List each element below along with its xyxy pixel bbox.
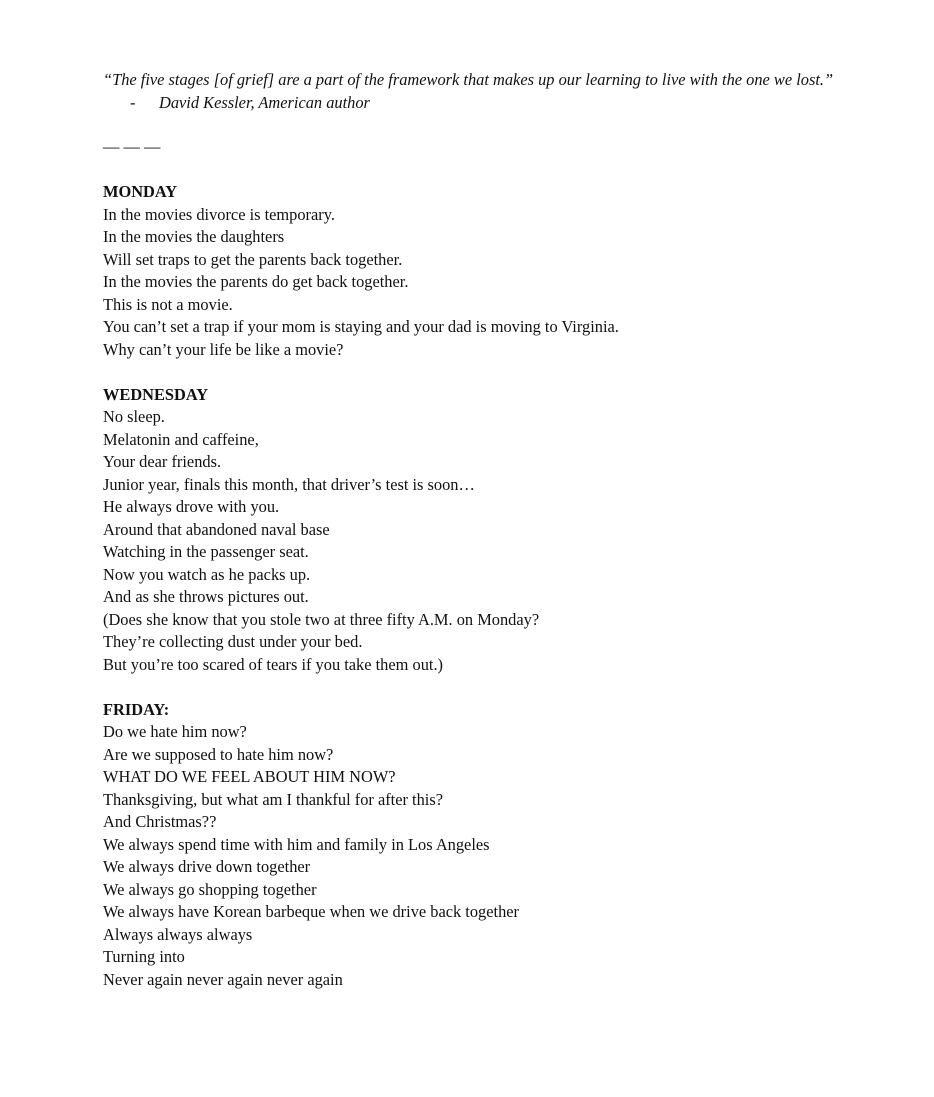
poem-line: And as she throws pictures out.	[103, 587, 309, 606]
poem-line: Junior year, finals this month, that driver’s test is soon…	[103, 474, 475, 494]
poem-line: In the movies divorce is temporary.	[103, 204, 335, 224]
poem-line: Melatonin and caffeine,	[103, 429, 259, 449]
poem-line: Do we hate him now?	[103, 722, 247, 741]
poem-line: You can’t set a trap if your mom is staying and your dad is moving to Virginia.	[103, 317, 619, 336]
poem-line: In the movies the daughters	[103, 227, 285, 246]
section-monday	[103, 181, 843, 361]
poem-line: Never again never again never again	[103, 969, 343, 989]
section-friday	[103, 699, 843, 992]
epigraph-attribution	[103, 92, 843, 115]
poem-line: Are we supposed to hate him now?	[103, 744, 334, 764]
poem-line: In the movies the parents do get back together.	[103, 272, 409, 291]
poem-line: This is not a movie.	[103, 294, 233, 314]
poem-line: We always spend time with him and family in Los Angeles	[103, 834, 490, 854]
poem-line: (Does she know that you stole two at three fifty A.M. on Monday?	[103, 609, 540, 629]
section-divider: — — —	[103, 137, 161, 156]
poem-line: Around that abandoned naval base	[103, 519, 330, 539]
poem-line: He always drove with you.	[103, 497, 280, 516]
poem-line: They’re collecting dust under your bed.	[103, 632, 363, 651]
section-heading: WEDNESDAY	[103, 384, 209, 404]
poem-line: Now you watch as he packs up.	[103, 564, 311, 584]
poem-line: Why can’t your life be like a movie?	[103, 339, 344, 359]
poem-line: We always go shopping together	[103, 879, 317, 899]
poem-line: Watching in the passenger seat.	[103, 542, 309, 561]
section-heading: MONDAY	[103, 182, 178, 201]
poem-line: Always always always	[103, 924, 253, 944]
poem-line: And Christmas??	[103, 812, 217, 831]
poem-line: Will set traps to get the parents back together.	[103, 249, 403, 269]
attribution-text: David Kessler, American author	[159, 92, 370, 112]
poem-line: But you’re too scared of tears if you take them out.)	[103, 654, 444, 674]
poem-line: Thanksgiving, but what am I thankful for after this?	[103, 789, 444, 809]
section-heading: FRIDAY:	[103, 699, 170, 719]
poem-line: Your dear friends.	[103, 452, 222, 471]
document-page	[103, 69, 843, 991]
poem-line: No sleep.	[103, 407, 165, 426]
poem-line: Turning into	[103, 947, 185, 966]
attribution-dash: -	[130, 92, 136, 112]
epigraph-quote: “The five stages [of grief] are a part of the framework that makes up our learning to live with the one we lost.”	[103, 70, 834, 89]
section-wednesday	[103, 384, 843, 677]
poem-line: We always have Korean barbeque when we drive back together	[103, 902, 519, 921]
poem-line: We always drive down together	[103, 857, 311, 876]
poem-line: WHAT DO WE FEEL ABOUT HIM NOW?	[103, 767, 396, 786]
